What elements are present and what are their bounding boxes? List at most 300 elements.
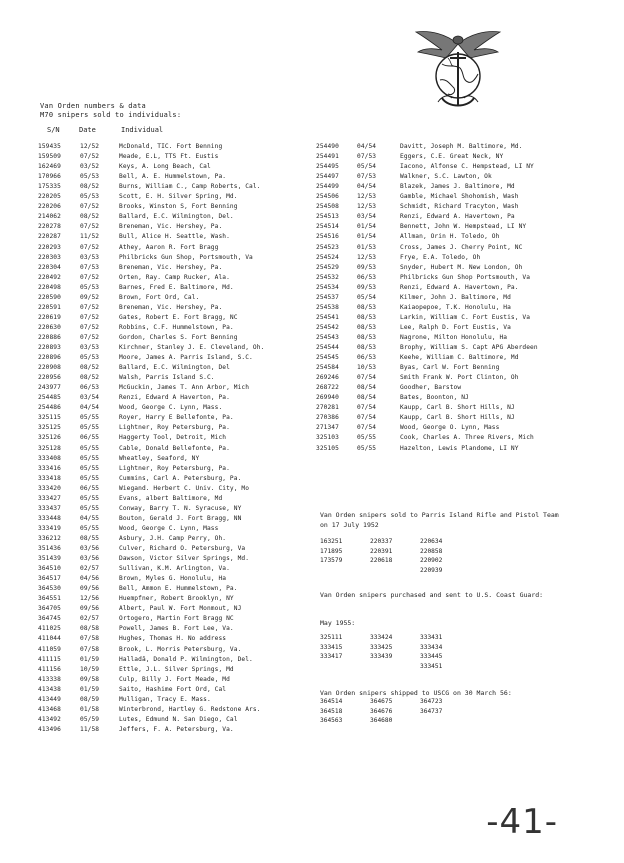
serial-number: 220205 (38, 193, 61, 201)
serial-number: 220337 (370, 538, 393, 545)
sale-date: 04/54 (80, 404, 100, 412)
individual-name: Brown, Myles G. Honolulu, Ha (119, 575, 227, 583)
sale-date: 01/54 (357, 233, 377, 241)
serial-number: 220634 (420, 538, 443, 545)
serial-number: 220590 (38, 293, 61, 301)
serial-number: 220630 (38, 323, 61, 331)
individual-name: Byas, Carl W. Fort Benning (400, 364, 500, 372)
individual-name: Barnes, Fred E. Baltimore, Md. (119, 283, 234, 291)
serial-number: 364517 (38, 575, 61, 583)
individual-name: Philbricks Gun Shop Portsmouth, Va (400, 273, 531, 281)
serial-number: 254538 (316, 303, 339, 311)
serial-number: 254545 (316, 354, 339, 362)
sale-date: 02/57 (80, 565, 100, 573)
individual-name: Saito, Hashime Fort Ord, Cal (119, 685, 227, 693)
sale-date: 12/53 (357, 253, 377, 261)
sale-date: 02/57 (80, 615, 100, 623)
individual-name: Lutes, Edmund N. San Diego, Cal (119, 715, 238, 723)
sale-date: 07/58 (80, 635, 100, 643)
serial-number: 254514 (316, 223, 339, 231)
serial-number: 411115 (38, 655, 61, 663)
doc-heading: Van Orden numbers & data (40, 102, 146, 110)
individual-name: Wood, George O. Lynn, Mass (400, 424, 500, 432)
serial-number: 170966 (38, 173, 61, 181)
serial-number: 333437 (38, 504, 61, 512)
individual-name: Evans, albert Baltimore, Md (119, 494, 223, 502)
sale-date: 05/59 (80, 715, 100, 723)
individual-name: Asbury, J.H. Camp Perry, Oh. (119, 534, 227, 542)
individual-name: Moore, James A. Parris Island, S.C. (119, 354, 253, 362)
serial-number: 220304 (38, 263, 61, 271)
serial-number: 254523 (316, 243, 339, 251)
serial-number: 364563 (320, 717, 343, 724)
sale-date: 11/52 (80, 233, 100, 241)
serial-number: 413496 (38, 725, 61, 733)
sale-date: 05/55 (80, 454, 100, 462)
serial-number: 364510 (38, 565, 61, 573)
sale-date: 09/58 (80, 675, 100, 683)
individual-name: Mulligan, Tracy E. Mass. (119, 695, 211, 703)
serial-number: 220391 (370, 547, 393, 555)
sale-date: 05/54 (357, 293, 377, 301)
serial-number: 270281 (316, 404, 339, 412)
serial-number: 333418 (38, 474, 61, 482)
individual-name: Ortogero, Martin Fort Bragg NC (119, 615, 234, 623)
sale-date: 03/56 (80, 555, 100, 563)
individual-name: Brooks, Winston S, Fort Benning (119, 203, 238, 211)
coast-guard-date: May 1955: (320, 619, 356, 627)
sale-date: 01/59 (80, 685, 100, 693)
individual-name: Larkin, William C. Fort Eustis, Va (400, 313, 531, 321)
individual-name: Burns, William C., Camp Roberts, Cal. (119, 183, 261, 191)
serial-number: 254485 (38, 394, 61, 402)
serial-number: 173579 (320, 557, 343, 564)
serial-number: 254537 (316, 293, 339, 301)
column-header-sn: S/N (47, 126, 60, 134)
individual-name: Snyder, Hubert M. New London, Oh (400, 263, 523, 271)
individual-name: Powell, James B. Fort Lee, Va. (119, 625, 234, 633)
sale-date: 09/53 (357, 263, 377, 271)
sale-date: 08/52 (80, 374, 100, 382)
serial-number: 333408 (38, 454, 61, 462)
individual-name: Halladā, Donald P. Wilmington, Del. (119, 655, 253, 663)
individual-name: Breneman, Vic. Hershey, Pa. (119, 303, 223, 311)
sale-date: 05/55 (80, 444, 100, 452)
serial-number: 162469 (38, 163, 61, 171)
column-header-date: Date (79, 126, 96, 134)
serial-number: 413492 (38, 715, 61, 723)
individual-name: Jeffers, F. A. Petersburg, Va. (119, 725, 234, 733)
serial-number: 325125 (38, 424, 61, 432)
serial-number: 333448 (38, 514, 61, 522)
individual-name: Walsh, Parris Island S.C. (119, 374, 215, 382)
individual-name: Bouton, Gerald J. Fort Bragg, NN (119, 514, 242, 522)
individual-name: Gordon, Charles S. Fort Benning (119, 333, 238, 341)
serial-number: 325126 (38, 434, 61, 442)
sale-date: 07/53 (80, 263, 100, 271)
sale-date: 06/55 (80, 434, 100, 442)
individual-name: Ettle, J.L. Silver Springs, Md (119, 665, 234, 673)
sale-date: 07/52 (80, 243, 100, 251)
serial-number: 364705 (38, 605, 61, 613)
sale-date: 07/54 (357, 404, 377, 412)
sale-date: 05/55 (80, 414, 100, 422)
doc-subheading: M70 snipers sold to individuals: (40, 111, 182, 119)
serial-number: 364745 (38, 615, 61, 623)
serial-number: 254508 (316, 203, 339, 211)
sale-date: 07/53 (357, 153, 377, 161)
individual-name: Cook, Charles A. Three Rivers, Mich (400, 434, 534, 442)
individual-name: Haggerty Tool, Detroit, Mich (119, 434, 227, 442)
sale-date: 06/53 (80, 384, 100, 392)
serial-number: 254532 (316, 273, 339, 281)
sale-date: 08/52 (80, 183, 100, 191)
individual-name: Gamble, Michael Shohomish, Wash (400, 193, 519, 201)
serial-number: 364680 (370, 717, 393, 724)
serial-number: 333451 (420, 662, 443, 670)
individual-name: Schmidt, Richard Tracyton, Wash (400, 203, 519, 211)
sale-date: 05/55 (80, 494, 100, 502)
sale-date: 09/56 (80, 585, 100, 593)
individual-name: Scott, E. H. Silver Spring, Md. (119, 193, 238, 201)
individual-name: Philbricks Gun Shop, Portsmouth, Va (119, 253, 253, 261)
individual-name: Hazelton, Lewis Plandome, LI NY (400, 444, 519, 452)
serial-number: 333415 (320, 643, 343, 651)
serial-number: 364514 (320, 698, 343, 705)
serial-number: 220956 (38, 374, 61, 382)
serial-number: 351436 (38, 545, 61, 552)
sale-date: 07/53 (357, 173, 377, 181)
serial-number: 220619 (38, 313, 61, 321)
sale-date: 12/52 (80, 143, 100, 150)
sale-date: 08/52 (80, 213, 100, 221)
individual-name: Ballard, E.C. Wilmington, Del (119, 364, 230, 372)
sale-date: 11/58 (80, 725, 100, 733)
individual-name: Davitt, Joseph M. Baltimore, Md. (400, 143, 523, 150)
sale-date: 03/53 (80, 344, 100, 351)
serial-number: 254490 (316, 143, 339, 150)
serial-number: 411059 (38, 645, 61, 653)
individual-name: Kaupp, Carl B. Short Hills, NJ (400, 414, 515, 422)
sale-date: 03/53 (80, 253, 100, 261)
sale-date: 09/53 (357, 283, 377, 291)
serial-number: 325105 (316, 444, 339, 452)
individual-name: Orten, Ray. Camp Rucker, Ala. (119, 273, 230, 281)
sale-date: 05/53 (80, 173, 100, 181)
serial-number: 220902 (420, 557, 443, 564)
serial-number: 413449 (38, 695, 61, 703)
eagle-globe-anchor-emblem (412, 24, 504, 110)
individual-name: Bell, A. E. Hummelstown, Pa. (119, 173, 227, 181)
individual-name: Albert, Paul W. Fort Monmout, NJ (119, 605, 242, 613)
page-number: -41- (486, 802, 558, 842)
serial-number: 364518 (320, 707, 343, 715)
serial-number: 333419 (38, 524, 61, 532)
sale-date: 12/53 (357, 193, 377, 201)
sale-date: 07/54 (357, 374, 377, 382)
serial-number: 333431 (420, 634, 443, 641)
serial-number: 325111 (320, 634, 343, 641)
serial-number: 413468 (38, 705, 61, 713)
sale-date: 07/52 (80, 303, 100, 311)
sale-date: 04/54 (357, 183, 377, 191)
sale-date: 08/53 (357, 344, 377, 351)
individual-name: Dawson, Victor Silver Springs, Md. (119, 555, 250, 563)
serial-number: 333417 (320, 653, 343, 660)
serial-number: 220858 (420, 547, 443, 555)
individual-name: Blazek, James J. Baltimore, Md (400, 183, 515, 191)
sale-date: 08/53 (357, 303, 377, 311)
serial-number: 220591 (38, 303, 61, 311)
serial-number: 220498 (38, 283, 61, 291)
sale-date: 08/59 (80, 695, 100, 703)
serial-number: 333439 (370, 653, 393, 660)
serial-number: 268722 (316, 384, 339, 392)
serial-number: 269940 (316, 394, 339, 402)
serial-number: 364737 (420, 707, 443, 715)
individual-name: Kirchner, Stanley J. E. Cleveland, Oh. (119, 344, 265, 351)
sale-date: 05/55 (80, 524, 100, 532)
individual-name: Lightner, Roy Petersburg, Pa. (119, 464, 230, 472)
individual-name: Kaupp, Carl B. Short Hills, NJ (400, 404, 515, 412)
serial-number: 325103 (316, 434, 339, 442)
sale-date: 12/53 (357, 203, 377, 211)
individual-name: Keehe, William C. Baltimore, Md (400, 354, 519, 362)
serial-number: 254584 (316, 364, 339, 372)
sale-date: 08/58 (80, 625, 100, 633)
individual-name: Brophy, William S. Capt APG Aberdeen (400, 344, 538, 351)
serial-number: 254497 (316, 173, 339, 181)
individual-name: Wood, George C. Lynn, Mass. (119, 404, 223, 412)
sale-date: 05/53 (80, 193, 100, 201)
individual-name: Meade, E.L, TTS Ft. Eustis (119, 153, 219, 161)
individual-name: Smith Frank W. Port Clinton, Oh (400, 374, 519, 382)
individual-name: Athey, Aaron R. Fort Bragg (119, 243, 219, 251)
sale-date: 05/55 (357, 434, 377, 442)
individual-name: Gates, Robert E. Fort Bragg, NC (119, 313, 238, 321)
sale-date: 07/52 (80, 333, 100, 341)
serial-number: 411156 (38, 665, 61, 673)
serial-number: 325115 (38, 414, 61, 422)
serial-number: 254513 (316, 213, 339, 221)
serial-number: 220939 (420, 566, 443, 574)
serial-number: 364530 (38, 585, 61, 593)
serial-number: 220618 (370, 557, 393, 564)
serial-number: 159435 (38, 143, 61, 150)
sale-date: 01/54 (357, 223, 377, 231)
individual-name: Cummins, Carl A. Petersburg, Pa. (119, 474, 242, 482)
sale-date: 07/54 (357, 424, 377, 432)
serial-number: 254516 (316, 233, 339, 241)
serial-number: 171895 (320, 547, 343, 555)
individual-name: Kaiaopepoe, T.K. Honolulu, Ha (400, 303, 511, 311)
sale-date: 06/53 (357, 354, 377, 362)
serial-number: 333420 (38, 484, 61, 492)
individual-name: Bull, Alice H. Seattle, Wash. (119, 233, 230, 241)
serial-number: 333427 (38, 494, 61, 502)
individual-name: Walkner, S.C. Lawton, Ok (400, 173, 492, 181)
individual-name: Cross, James J. Cherry Point, NC (400, 243, 523, 251)
individual-name: Renzi, Edward A Haverton, Pa. (119, 394, 230, 402)
individual-name: McDonald, TIC. Fort Benning (119, 143, 223, 150)
serial-number: 333424 (370, 634, 393, 641)
serial-number: 220287 (38, 233, 61, 241)
individual-name: McGuckin, James T. Ann Arbor, Mich (119, 384, 250, 392)
sale-date: 01/59 (80, 655, 100, 663)
individual-name: Ballard, E.C. Wilmington, Del. (119, 213, 234, 221)
sale-date: 05/53 (80, 283, 100, 291)
serial-number: 254491 (316, 153, 339, 161)
serial-number: 333434 (420, 643, 443, 651)
individual-name: Cable, Donald Bellefonte, Pa. (119, 444, 230, 452)
coast-guard-note: Van Orden snipers purchased and sent to U.S. Coast Guard: (320, 591, 544, 599)
sale-date: 07/52 (80, 223, 100, 231)
sale-date: 12/56 (80, 595, 100, 603)
serial-number: 220492 (38, 273, 61, 281)
sale-date: 05/53 (80, 354, 100, 362)
serial-number: 159509 (38, 153, 61, 161)
individual-name: Culver, Richard O. Petersburg, Va (119, 545, 246, 552)
serial-number: 254541 (316, 313, 339, 321)
serial-number: 336212 (38, 534, 61, 542)
serial-number: 220303 (38, 253, 61, 261)
individual-name: Allman, Orin H. Toledo, Oh (400, 233, 500, 241)
individual-name: Lightner, Roy Petersburg, Pa. (119, 424, 230, 432)
parris-island-note: Van Orden snipers sold to Parris Island Rifle and Pistol Team on 17 July 1952 (320, 511, 559, 529)
serial-number: 254499 (316, 183, 339, 191)
individual-name: Bennett, John W. Hempstead, LI NY (400, 223, 527, 231)
individual-name: Keys, A. Long Beach, Cal (119, 163, 211, 171)
serial-number: 364676 (370, 707, 393, 715)
serial-number: 270386 (316, 414, 339, 422)
sale-date: 01/53 (357, 243, 377, 251)
sale-date: 10/53 (357, 364, 377, 372)
individual-name: Culp, Billy J. Fort Meade, Md (119, 675, 230, 683)
individual-name: Huempfner, Robert Brooklyn, NY (119, 595, 234, 603)
serial-number: 333445 (420, 653, 443, 660)
sale-date: 09/56 (80, 605, 100, 613)
sale-date: 06/53 (357, 273, 377, 281)
sale-date: 05/54 (357, 163, 377, 171)
sale-date: 04/54 (357, 143, 377, 150)
sale-date: 04/56 (80, 575, 100, 583)
sale-date: 09/52 (80, 293, 100, 301)
serial-number: 243977 (38, 384, 61, 392)
sale-date: 10/59 (80, 665, 100, 673)
sale-date: 08/54 (357, 384, 377, 392)
sale-date: 08/52 (80, 364, 100, 372)
sale-date: 03/54 (80, 394, 100, 402)
sale-date: 01/58 (80, 705, 100, 713)
sale-date: 07/52 (80, 273, 100, 281)
serial-number: 333416 (38, 464, 61, 472)
serial-number: 220886 (38, 333, 61, 341)
serial-number: 220896 (38, 354, 61, 362)
individual-name: Kilmer, John J. Baltimore, Md (400, 293, 511, 301)
individual-name: Sullivan, K.M. Arlington, Va. (119, 565, 230, 573)
sale-date: 07/52 (80, 203, 100, 211)
serial-number: 325128 (38, 444, 61, 452)
serial-number: 254486 (38, 404, 61, 412)
individual-name: Frye, E.A. Toledo, Oh (400, 253, 481, 261)
serial-number: 254544 (316, 344, 339, 351)
individual-name: Breneman, Vic. Hershey, Pa. (119, 263, 223, 271)
individual-name: Robbins, C.F. Hummelstown, Pa. (119, 323, 234, 331)
serial-number: 351439 (38, 555, 61, 563)
sale-date: 06/55 (80, 484, 100, 492)
serial-number: 254524 (316, 253, 339, 261)
serial-number: 220206 (38, 203, 61, 211)
serial-number: 411044 (38, 635, 61, 643)
serial-number: 254529 (316, 263, 339, 271)
sale-date: 08/53 (357, 313, 377, 321)
individual-name: Bates, Boonton, NJ (400, 394, 469, 402)
individual-name: Hughes, Thomas H. No address (119, 635, 227, 643)
serial-number: 333425 (370, 643, 393, 651)
sale-date: 03/52 (80, 163, 100, 171)
serial-number: 254543 (316, 333, 339, 341)
individual-name: Brown, Fort Ord, Cal. (119, 293, 200, 301)
serial-number: 175335 (38, 183, 61, 191)
individual-name: Lee, Ralph D. Fort Eustis, Va (400, 323, 511, 331)
individual-name: Royer, Harry E Bellefonte, Pa. (119, 414, 234, 422)
serial-number: 364723 (420, 698, 443, 705)
serial-number: 220908 (38, 364, 61, 372)
serial-number: 271347 (316, 424, 339, 432)
serial-number: 220278 (38, 223, 61, 231)
individual-name: Bell, Ammon E. Hummelstown, Pa. (119, 585, 238, 593)
individual-name: Iacono, Alfonse C. Hempstead, LI NY (400, 163, 534, 171)
sale-date: 03/56 (80, 545, 100, 552)
serial-number: 214062 (38, 213, 61, 221)
sale-date: 07/52 (80, 153, 100, 161)
serial-number: 269246 (316, 374, 339, 382)
serial-number: 220893 (38, 344, 61, 351)
sale-date: 08/53 (357, 323, 377, 331)
individual-name: Breneman, Vic. Hershey, Pa. (119, 223, 223, 231)
sale-date: 08/53 (357, 333, 377, 341)
column-header-individual: Individual (121, 126, 164, 134)
uscg-shipment-note: Van Orden snipers shipped to USCG on 30 March 56: (320, 689, 512, 697)
serial-number: 220293 (38, 243, 61, 251)
individual-name: Eggers, C.E. Great Neck, NY (400, 153, 504, 161)
individual-name: Brook, L. Morris Petersburg, Va. (119, 645, 242, 653)
sale-date: 05/55 (357, 444, 377, 452)
sale-date: 07/52 (80, 313, 100, 321)
serial-number: 254542 (316, 323, 339, 331)
sale-date: 07/58 (80, 645, 100, 653)
sale-date: 07/52 (80, 323, 100, 331)
individual-name: Conway, Barry T. N. Syracuse, NY (119, 504, 242, 512)
sale-date: 05/55 (80, 424, 100, 432)
serial-number: 413438 (38, 685, 61, 693)
individual-name: Wood, George C. Lynn, Mass (119, 524, 219, 532)
sale-date: 05/55 (80, 474, 100, 482)
individual-name: Nagrone, Milton Honolulu, Ha (400, 333, 508, 341)
serial-number: 163251 (320, 538, 343, 545)
sale-date: 05/55 (80, 464, 100, 472)
individual-name: Renzi, Edward A. Havertown, Pa. (400, 283, 519, 291)
serial-number: 364551 (38, 595, 61, 603)
sale-date: 08/55 (80, 534, 100, 542)
individual-name: Winterbrond, Hartley G. Redstone Ars. (119, 705, 261, 713)
serial-number: 413338 (38, 675, 61, 683)
serial-number: 254534 (316, 283, 339, 291)
serial-number: 411025 (38, 625, 61, 633)
sale-date: 04/55 (80, 514, 100, 522)
individual-name: Wiegand. Herbert C. Univ. City, Mo (119, 484, 250, 492)
serial-number: 254495 (316, 163, 339, 171)
